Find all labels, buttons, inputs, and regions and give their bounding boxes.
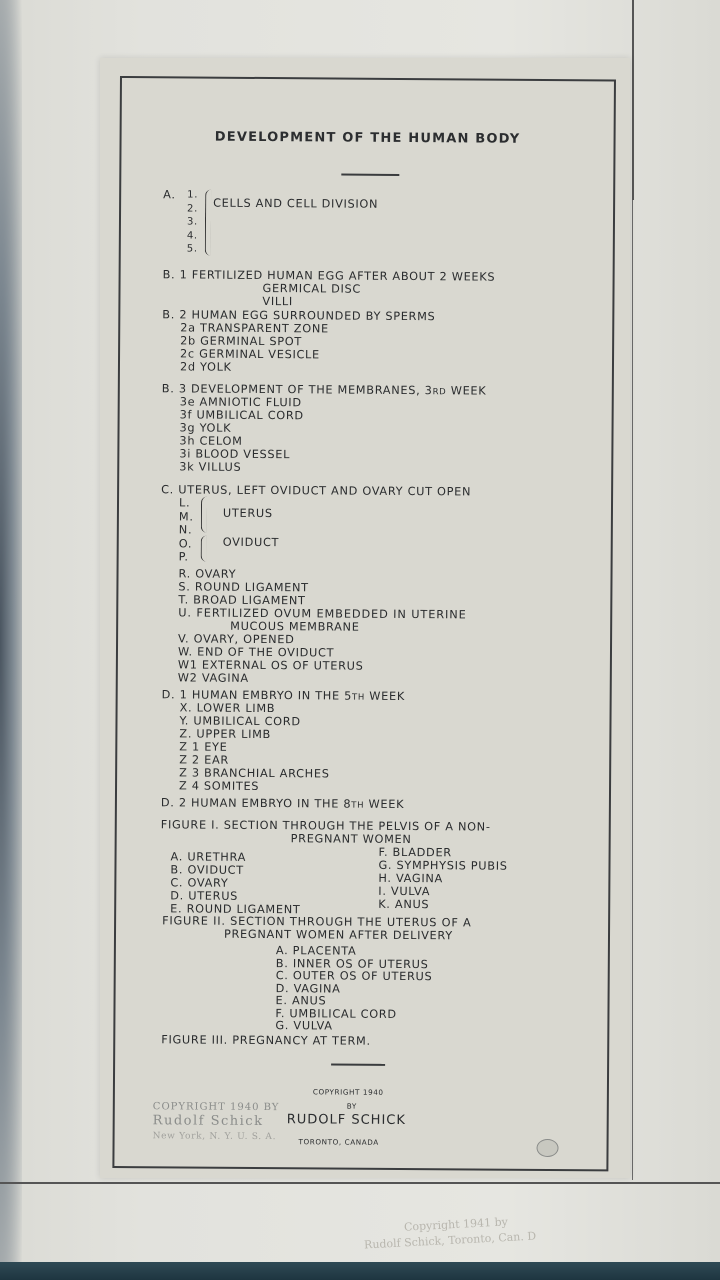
fig1-item: G. SYMPHYSIS PUBIS (378, 858, 508, 873)
poster-border-line (632, 0, 634, 200)
d1-item: Z 4 SOMITES (178, 779, 260, 793)
b3-item: 3f UMBILICAL CORD (179, 408, 304, 423)
fig2-item: A. PLACENTA (275, 944, 357, 958)
brace (201, 536, 207, 562)
copyright-left-name: Rudolf Schick (152, 1113, 264, 1130)
outer-copyright-line1: Copyright 1941 by (403, 1215, 509, 1234)
d1-item: X. LOWER LIMB (179, 701, 276, 716)
b2-item: 2b GERMINAL SPOT (180, 334, 303, 349)
fig1-item: I. VULVA (378, 884, 431, 899)
fig1-heading: FIGURE I. SECTION THROUGH THE PELVIS OF A NON- (160, 818, 491, 834)
d1-item: Z 3 BRANCHIAL ARCHES (179, 766, 330, 781)
fig1-item: A. URETHRA (170, 850, 247, 864)
c-heading: C. UTERUS, LEFT OVIDUCT AND OVARY CUT OPEN (161, 483, 472, 499)
copyright-right-by: BY (346, 1101, 357, 1111)
poster-bottom-band (0, 1262, 720, 1280)
b1-item: GERMICAL DISC (262, 282, 362, 296)
title-divider (341, 174, 399, 176)
b1-item: VILLI (262, 295, 293, 309)
poster-border-line (632, 200, 633, 1180)
c-item: S. ROUND LIGAMENT (178, 580, 309, 595)
d1-item: Z 1 EYE (179, 740, 228, 754)
fig1-item: K. ANUS (378, 897, 430, 912)
fig1-heading-cont: PREGNANT WOMEN (290, 832, 412, 847)
c-item: T. BROAD LIGAMENT (178, 593, 306, 608)
b1-heading: B. 1 FERTILIZED HUMAN EGG AFTER ABOUT 2 WEEKS (162, 268, 496, 284)
c-item: W1 EXTERNAL OS OF UTERUS (177, 658, 364, 673)
bottom-divider (331, 1063, 385, 1065)
fig1-left-list (170, 850, 301, 916)
fig2-item: E. ANUS (275, 994, 327, 1008)
b3-heading: B. 3 DEVELOPMENT OF THE MEMBRANES, 3RD WEEK (161, 382, 487, 398)
legend-content (114, 78, 614, 1169)
fig1-item: F. BLADDER (378, 845, 452, 860)
d1-heading: D. 1 HUMAN EMBRYO IN THE 5TH WEEK (161, 688, 406, 704)
b2-heading: B. 2 HUMAN EGG SURROUNDED BY SPERMS (162, 308, 436, 324)
d2-heading: D. 2 HUMAN EMBRYO IN THE 8TH WEEK (160, 796, 405, 812)
outer-copyright-line2: Rudolf Schick, Toronto, Can. D (363, 1229, 537, 1252)
b2-item: 2c GERMINAL VESICLE (180, 347, 320, 362)
brace (205, 190, 211, 256)
section-a-text: CELLS AND CELL DIVISION (213, 196, 379, 211)
fig1-item: H. VAGINA (378, 871, 444, 886)
fig2-heading: FIGURE II. SECTION THROUGH THE UTERUS OF A (162, 914, 472, 930)
d1-item: Z 2 EAR (179, 753, 230, 767)
poster-edge (0, 0, 22, 1280)
copyright-right-city: TORONTO, CANADA (298, 1137, 379, 1147)
b3-item: 3h CELOM (179, 434, 243, 448)
legend-frame (112, 76, 616, 1171)
fig1-item: B. OVIDUCT (170, 863, 244, 877)
copyright-left-city: New York, N. Y. U. S. A. (152, 1131, 277, 1143)
c-item: W2 VAGINA (177, 671, 249, 685)
fig1-item: E. ROUND LIGAMENT (170, 902, 301, 917)
section-a-label: A. (163, 188, 176, 202)
b2-item: 2d YOLK (179, 360, 232, 374)
fig1-right-list (378, 846, 508, 912)
poster-bottom-rule (0, 1182, 720, 1184)
fig1-item: C. OVARY (170, 876, 229, 890)
c-item: U. FERTILIZED OVUM EMBEDDED IN UTERINE (178, 606, 467, 622)
page-title: DEVELOPMENT OF THE HUMAN BODY (214, 129, 521, 147)
copyright-left-line1: COPYRIGHT 1940 BY (152, 1101, 280, 1114)
c-item: MUCOUS MEMBRANE (230, 619, 360, 634)
fig1-item: D. UTERUS (170, 889, 239, 903)
fig2-item: F. UMBILICAL CORD (275, 1006, 397, 1021)
c-item: W. END OF THE OVIDUCT (177, 645, 335, 660)
fig2-list (275, 945, 432, 1034)
d1-item: Y. UMBILICAL CORD (179, 714, 301, 729)
fig2-item: C. OUTER OS OF UTERUS (275, 969, 433, 984)
b3-item: 3k VILLUS (179, 460, 242, 474)
c-oviduct-label: OVIDUCT (222, 535, 280, 550)
fig2-item: G. VULVA (275, 1019, 333, 1033)
copyright-right-name: RUDOLF SCHICK (286, 1112, 406, 1129)
brace (201, 497, 207, 533)
b3-item: 3e AMNIOTIC FLUID (179, 395, 302, 410)
c-letters: L. M. N. O. P. (178, 496, 194, 564)
fig2-item: B. INNER OS OF UTERUS (275, 956, 429, 971)
section-a-numbers: 1. 2. 3. 4. 5. (186, 189, 199, 255)
b2-item: 2a TRANSPARENT ZONE (180, 321, 329, 336)
c-uterus-label: UTERUS (222, 506, 273, 521)
c-item: V. OVARY, OPENED (178, 632, 295, 647)
b3-item: 3i BLOOD VESSEL (179, 447, 291, 462)
fig2-item: D. VAGINA (275, 981, 341, 996)
c-item: R. OVARY (178, 567, 237, 581)
b3-item: 3g YOLK (179, 421, 232, 435)
fig3-heading: FIGURE III. PREGNANCY AT TERM. (161, 1033, 371, 1048)
d1-item: Z. UPPER LIMB (179, 727, 272, 742)
copyright-right-top: COPYRIGHT 1940 (312, 1087, 384, 1097)
fig2-heading-cont: PREGNANT WOMEN AFTER DELIVERY (223, 927, 453, 943)
seal-stamp-icon (536, 1139, 558, 1157)
